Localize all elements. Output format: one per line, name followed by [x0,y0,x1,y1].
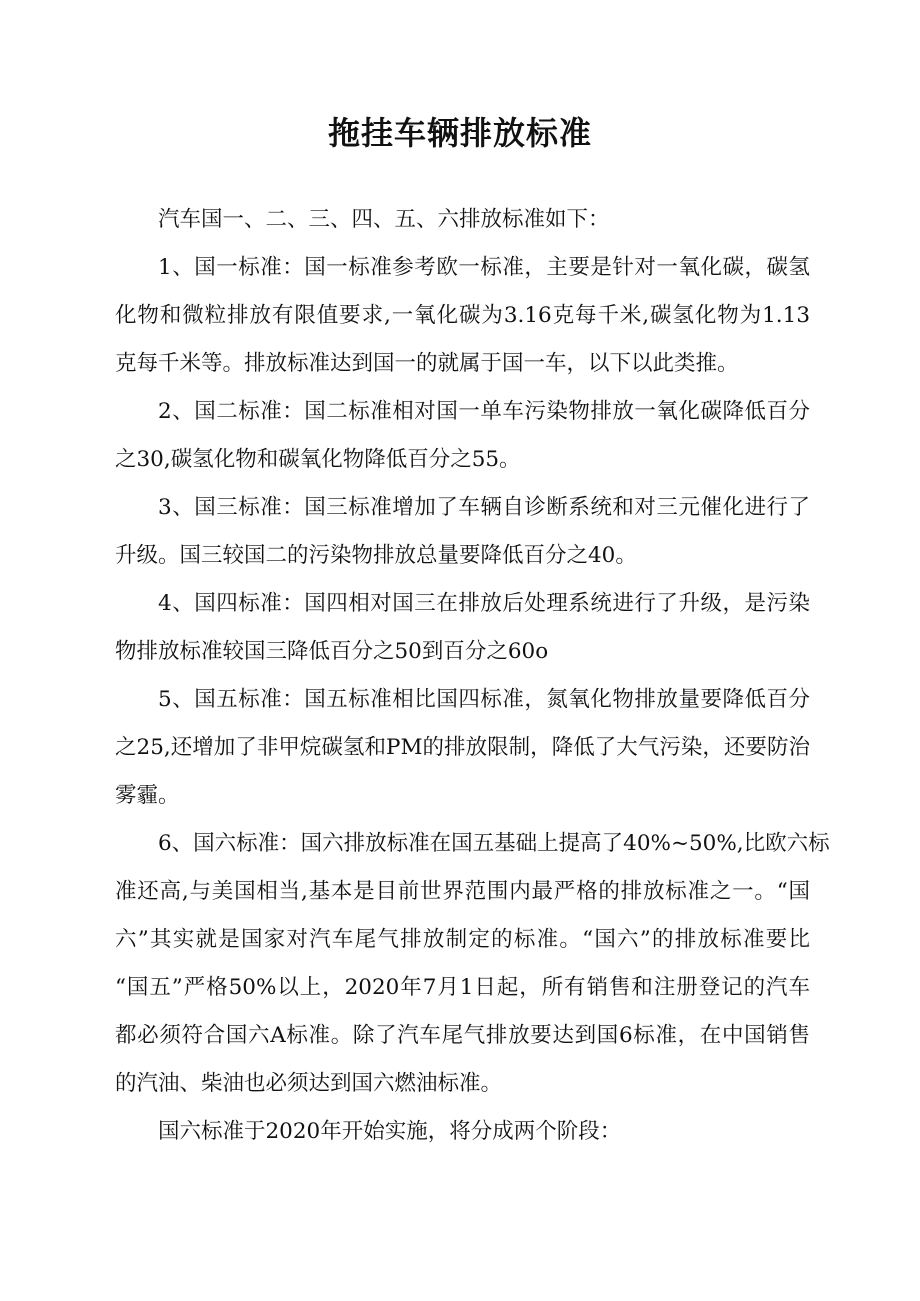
paragraph [115,580,810,676]
paragraph-line: 雾霾。 [115,783,180,808]
paragraph-line: 3、国三标准：国三标准增加了车辆自诊断系统和对三元催化进行了 [158,495,810,520]
paragraph-line: 国六标准于2020年开始实施，将分成两个阶段： [158,1119,622,1144]
paragraph-line: 六”其实就是国家对汽车尾气排放制定的标准。“国六”的排放标准要比 [115,927,810,952]
paragraph [115,388,810,484]
paragraph [115,484,810,580]
paragraph-line: 准还高,与美国相当,基本是目前世界范围内最严格的排放标准之一。“国 [115,879,810,904]
paragraph-line: 都必须符合国六A标准。除了汽车尾气排放要达到国6标准，在中国销售 [115,1023,810,1048]
paragraph [115,244,810,388]
paragraph-line: 4、国四标准：国四相对国三在排放后处理系统进行了升级，是污染 [158,591,810,616]
paragraph-line: 6、国六标准：国六排放标准在国五基础上提高了40%~50%,比欧六标 [158,831,830,856]
paragraph-line: 物排放标准较国三降低百分之50到百分之60o [115,639,549,664]
paragraph [115,820,830,1108]
paragraph-line: 之25,还增加了非甲烷碳氢和PM的排放限制，降低了大气污染，还要防治 [115,735,810,760]
paragraph-line: “国五”严格50%以上，2020年7月1日起，所有销售和注册登记的汽车 [115,975,810,1000]
paragraph-line: 2、国二标准：国二标准相对国一单车污染物排放一氧化碳降低百分 [158,399,810,424]
paragraph [115,676,810,820]
paragraph-line: 的汽油、柴油也必须达到国六燃油标准。 [115,1071,503,1096]
paragraph-line: 化物和微粒排放有限值要求,一氧化碳为3.16克每千米,碳氢化物为1.13 [115,303,810,328]
paragraph-line: 克每千米等。排放标准达到国一的就属于国一车，以下以此类推。 [115,351,739,376]
paragraph [115,196,810,244]
paragraph-line: 之30,碳氢化物和碳氧化物降低百分之55。 [115,447,521,472]
paragraph [115,1108,810,1156]
paragraph-line: 1、国一标准：国一标准参考欧一标准，主要是针对一氧化碳，碳氢 [158,255,810,280]
document-body [115,196,830,1156]
document-title: 拖挂车辆排放标准 [327,114,592,152]
paragraph-line: 5、国五标准：国五标准相比国四标准，氮氧化物排放量要降低百分 [158,687,810,712]
paragraph-line: 汽车国一、二、三、四、五、六排放标准如下： [158,207,610,232]
paragraph-line: 升级。国三较国二的污染物排放总量要降低百分之40。 [115,543,637,568]
